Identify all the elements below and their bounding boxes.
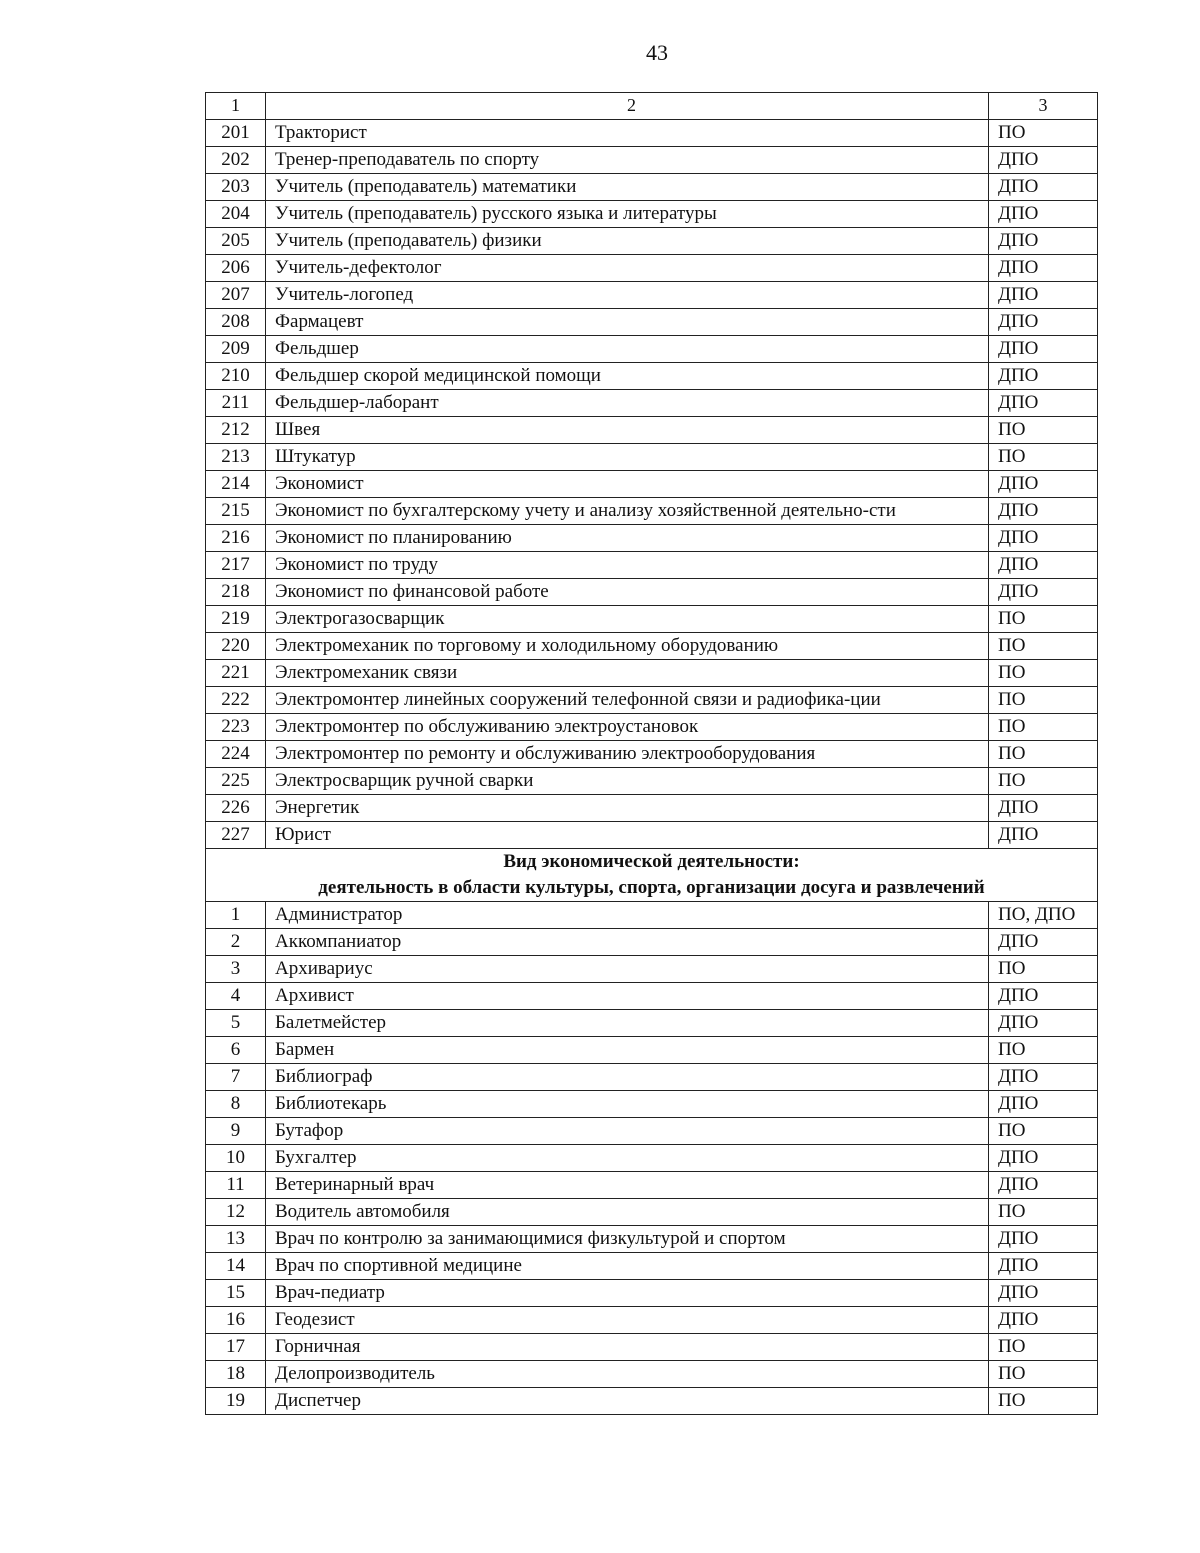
row-number: 17 [206, 1334, 266, 1361]
training-type: ПО [989, 768, 1098, 795]
training-type: ДПО [989, 1172, 1098, 1199]
row-number: 220 [206, 633, 266, 660]
training-type: ПО [989, 417, 1098, 444]
training-type: ПО [989, 714, 1098, 741]
table-row [206, 687, 1098, 714]
training-type: ПО [989, 741, 1098, 768]
profession-name: Экономист по труду [266, 552, 989, 579]
row-number: 217 [206, 552, 266, 579]
row-number: 12 [206, 1199, 266, 1226]
profession-name: Врач по контролю за занимающимися физкультурой и спортом [266, 1226, 989, 1253]
table-row [206, 741, 1098, 768]
training-type: ПО [989, 1118, 1098, 1145]
training-type: ДПО [989, 1091, 1098, 1118]
table-row [206, 822, 1098, 849]
table-row [206, 255, 1098, 282]
profession-name: Библиограф [266, 1064, 989, 1091]
training-type: ДПО [989, 1280, 1098, 1307]
table-row [206, 444, 1098, 471]
table-row [206, 498, 1098, 525]
row-number: 221 [206, 660, 266, 687]
training-type: ДПО [989, 1226, 1098, 1253]
profession-name: Фармацевт [266, 309, 989, 336]
row-number: 13 [206, 1226, 266, 1253]
profession-name: Учитель (преподаватель) математики [266, 174, 989, 201]
training-type: ДПО [989, 201, 1098, 228]
table-row [206, 1361, 1098, 1388]
table-row [206, 1280, 1098, 1307]
profession-name: Диспетчер [266, 1388, 989, 1415]
table-row [206, 1010, 1098, 1037]
row-number: 209 [206, 336, 266, 363]
training-type: ПО [989, 956, 1098, 983]
table-row [206, 1145, 1098, 1172]
profession-name: Водитель автомобиля [266, 1199, 989, 1226]
table-row [206, 1226, 1098, 1253]
page-number: 43 [646, 40, 668, 65]
profession-name: Швея [266, 417, 989, 444]
table-row [206, 309, 1098, 336]
training-type: ПО [989, 687, 1098, 714]
training-type: ДПО [989, 1253, 1098, 1280]
profession-name: Учитель-логопед [266, 282, 989, 309]
header-col-3: 3 [989, 93, 1098, 120]
table-row [206, 1388, 1098, 1415]
profession-name: Электромонтер по ремонту и обслуживанию электрооборудования [266, 741, 989, 768]
table-row [206, 471, 1098, 498]
profession-name: Электрогазосварщик [266, 606, 989, 633]
profession-name: Электромеханик связи [266, 660, 989, 687]
profession-name: Фельдшер-лаборант [266, 390, 989, 417]
row-number: 7 [206, 1064, 266, 1091]
table-row [206, 1199, 1098, 1226]
profession-name: Штукатур [266, 444, 989, 471]
profession-name: Электромеханик по торговому и холодильному оборудованию [266, 633, 989, 660]
table-row [206, 956, 1098, 983]
training-type: ПО [989, 660, 1098, 687]
table-row [206, 390, 1098, 417]
profession-name: Геодезист [266, 1307, 989, 1334]
training-type: ДПО [989, 822, 1098, 849]
row-number: 203 [206, 174, 266, 201]
row-number: 3 [206, 956, 266, 983]
training-type: ДПО [989, 336, 1098, 363]
training-type: ПО [989, 1037, 1098, 1064]
section-header-cell [206, 849, 1098, 902]
row-number: 224 [206, 741, 266, 768]
row-number: 15 [206, 1280, 266, 1307]
profession-name: Фельдшер скорой медицинской помощи [266, 363, 989, 390]
row-number: 204 [206, 201, 266, 228]
table-row [206, 929, 1098, 956]
row-number: 6 [206, 1037, 266, 1064]
table-row [206, 660, 1098, 687]
section-title: Вид экономической деятельности: [503, 851, 800, 872]
profession-name: Архивист [266, 983, 989, 1010]
row-number: 219 [206, 606, 266, 633]
table-row [206, 902, 1098, 929]
training-type: ДПО [989, 363, 1098, 390]
profession-name: Энергетик [266, 795, 989, 822]
table-row [206, 282, 1098, 309]
profession-name: Учитель (преподаватель) физики [266, 228, 989, 255]
table-row [206, 417, 1098, 444]
profession-name: Экономист по планированию [266, 525, 989, 552]
profession-name: Электромонтер по обслуживанию электроустановок [266, 714, 989, 741]
table-row [206, 525, 1098, 552]
table-row [206, 606, 1098, 633]
row-number: 227 [206, 822, 266, 849]
table-row [206, 1253, 1098, 1280]
row-number: 214 [206, 471, 266, 498]
table-row [206, 795, 1098, 822]
profession-name: Учитель (преподаватель) русского языка и литературы [266, 201, 989, 228]
row-number: 18 [206, 1361, 266, 1388]
training-type: ДПО [989, 147, 1098, 174]
row-number: 16 [206, 1307, 266, 1334]
training-type: ДПО [989, 552, 1098, 579]
header-col-2: 2 [266, 93, 989, 120]
row-number: 212 [206, 417, 266, 444]
table-row [206, 201, 1098, 228]
training-type: ДПО [989, 255, 1098, 282]
table-row [206, 1172, 1098, 1199]
training-type: ДПО [989, 929, 1098, 956]
training-type: ДПО [989, 228, 1098, 255]
table-row [206, 228, 1098, 255]
training-type: ПО [989, 1334, 1098, 1361]
table-row [206, 147, 1098, 174]
training-type: ДПО [989, 471, 1098, 498]
table-row [206, 1091, 1098, 1118]
profession-name: Бухгалтер [266, 1145, 989, 1172]
training-type: ДПО [989, 498, 1098, 525]
professions-table-body [206, 93, 1098, 1415]
professions-table [205, 92, 1098, 1415]
row-number: 207 [206, 282, 266, 309]
profession-name: Делопроизводитель [266, 1361, 989, 1388]
header-col-1: 1 [206, 93, 266, 120]
profession-name: Экономист по бухгалтерскому учету и анализу хозяйственной деятельно-сти [266, 498, 989, 525]
training-type: ДПО [989, 309, 1098, 336]
training-type: ДПО [989, 282, 1098, 309]
table-header-row [206, 93, 1098, 120]
row-number: 226 [206, 795, 266, 822]
row-number: 201 [206, 120, 266, 147]
profession-name: Архивариус [266, 956, 989, 983]
training-type: ПО [989, 444, 1098, 471]
training-type: ПО [989, 1361, 1098, 1388]
table-row [206, 174, 1098, 201]
table-row [206, 1037, 1098, 1064]
row-number: 11 [206, 1172, 266, 1199]
row-number: 202 [206, 147, 266, 174]
training-type: ПО [989, 633, 1098, 660]
profession-name: Тренер-преподаватель по спорту [266, 147, 989, 174]
row-number: 8 [206, 1091, 266, 1118]
row-number: 4 [206, 983, 266, 1010]
row-number: 206 [206, 255, 266, 282]
table-row [206, 1064, 1098, 1091]
row-number: 10 [206, 1145, 266, 1172]
table-row [206, 1334, 1098, 1361]
training-type: ПО [989, 1388, 1098, 1415]
profession-name: Экономист по финансовой работе [266, 579, 989, 606]
section-subtitle: деятельность в области культуры, спорта, организации досуга и развлечений [318, 877, 985, 898]
training-type: ДПО [989, 579, 1098, 606]
profession-name: Администратор [266, 902, 989, 929]
profession-name: Учитель-дефектолог [266, 255, 989, 282]
profession-name: Тракторист [266, 120, 989, 147]
profession-name: Библиотекарь [266, 1091, 989, 1118]
section-header-row [206, 849, 1098, 902]
row-number: 222 [206, 687, 266, 714]
profession-name: Электромонтер линейных сооружений телефонной связи и радиофика-ции [266, 687, 989, 714]
training-type: ПО, ДПО [989, 902, 1098, 929]
profession-name: Электросварщик ручной сварки [266, 768, 989, 795]
training-type: ДПО [989, 525, 1098, 552]
profession-name: Бутафор [266, 1118, 989, 1145]
table-row [206, 1118, 1098, 1145]
row-number: 9 [206, 1118, 266, 1145]
training-type: ДПО [989, 390, 1098, 417]
training-type: ДПО [989, 795, 1098, 822]
table-row [206, 336, 1098, 363]
row-number: 216 [206, 525, 266, 552]
training-type: ДПО [989, 983, 1098, 1010]
table-row [206, 552, 1098, 579]
training-type: ДПО [989, 174, 1098, 201]
row-number: 1 [206, 902, 266, 929]
table-row [206, 363, 1098, 390]
training-type: ДПО [989, 1064, 1098, 1091]
row-number: 5 [206, 1010, 266, 1037]
row-number: 225 [206, 768, 266, 795]
row-number: 205 [206, 228, 266, 255]
training-type: ПО [989, 120, 1098, 147]
row-number: 215 [206, 498, 266, 525]
profession-name: Ветеринарный врач [266, 1172, 989, 1199]
row-number: 210 [206, 363, 266, 390]
row-number: 19 [206, 1388, 266, 1415]
training-type: ДПО [989, 1307, 1098, 1334]
row-number: 2 [206, 929, 266, 956]
table-row [206, 983, 1098, 1010]
profession-name: Экономист [266, 471, 989, 498]
training-type: ДПО [989, 1010, 1098, 1037]
table-row [206, 633, 1098, 660]
profession-name: Горничная [266, 1334, 989, 1361]
training-type: ПО [989, 606, 1098, 633]
table-row [206, 579, 1098, 606]
profession-name: Бармен [266, 1037, 989, 1064]
row-number: 211 [206, 390, 266, 417]
table-row [206, 120, 1098, 147]
profession-name: Юрист [266, 822, 989, 849]
profession-name: Фельдшер [266, 336, 989, 363]
table-row [206, 714, 1098, 741]
table-row [206, 768, 1098, 795]
profession-name: Врач по спортивной медицине [266, 1253, 989, 1280]
profession-name: Балетмейстер [266, 1010, 989, 1037]
training-type: ДПО [989, 1145, 1098, 1172]
row-number: 223 [206, 714, 266, 741]
row-number: 208 [206, 309, 266, 336]
profession-name: Аккомпаниатор [266, 929, 989, 956]
training-type: ПО [989, 1199, 1098, 1226]
row-number: 14 [206, 1253, 266, 1280]
table-row [206, 1307, 1098, 1334]
profession-name: Врач-педиатр [266, 1280, 989, 1307]
row-number: 218 [206, 579, 266, 606]
row-number: 213 [206, 444, 266, 471]
